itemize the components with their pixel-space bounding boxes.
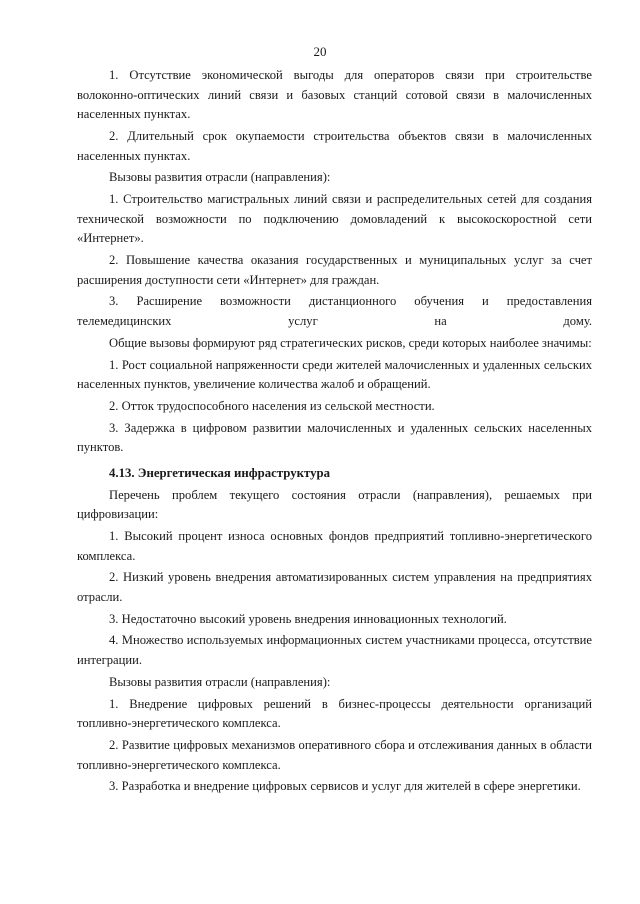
section-heading: 4.13. Энергетическая инфраструктура: [109, 465, 331, 480]
paragraph-long-payback: 2. Длительный срок окупаемости строительства объектов связи в малочисленных населенных пунктах.: [77, 128, 592, 163]
page-number: 20: [313, 44, 327, 59]
paragraph-energy-challenges-intro: Вызовы развития отрасли (направления):: [109, 674, 331, 689]
paragraph-digital-delay: 3. Задержка в цифровом развитии малочисленных и удаленных сельских населенных пунктов.: [77, 420, 592, 455]
paragraph-asset-wear: 1. Высокий процент износа основных фондов предприятий топливно-энергетического комплекса.: [77, 528, 592, 563]
paragraph-strategic-risks-intro: Общие вызовы формируют ряд стратегических рисков, среди которых наиболее значимы:: [109, 335, 592, 350]
paragraph-digital-solutions: 1. Внедрение цифровых решений в бизнес-процессы деятельности организаций топливно-энергетического комплекса.: [77, 696, 592, 731]
paragraph-innovation-level: 3. Недостаточно высокий уровень внедрения инновационных технологий.: [109, 611, 507, 626]
paragraph-challenges-intro: Вызовы развития отрасли (направления):: [109, 170, 331, 185]
paragraph-data-collection: 2. Развитие цифровых механизмов оперативного сбора и отслеживания данных в области топливно-энергетического комплекса.: [77, 738, 592, 772]
paragraph-remote-learning: 3. Расширение возможности дистанционного обучения и предоставления телемедицинских услуг на дому.: [77, 294, 592, 329]
paragraph-problems-intro: Перечень проблем текущего состояния отрасли (направления), решаемых при цифровизации:: [77, 487, 592, 522]
paragraph-automation-level: 2. Низкий уровень внедрения автоматизированных систем управления на предприятиях отрасли.: [77, 570, 592, 604]
paragraph-service-quality: 2. Повышение качества оказания государственных и муниципальных услуг за счет расширения доступности сети «Интернет» для граждан.: [77, 253, 592, 287]
paragraph-no-economic-benefit: 1. Отсутствие экономической выгоды для операторов связи при строительстве волоконно-оптических линий связи и базовых станций сотовой связи в малочисленных населенных пунктах.: [77, 68, 592, 122]
document-body: [77, 66, 592, 799]
paragraph-multiple-systems: 4. Множество используемых информационных систем участниками процесса, отсутствие интеграции.: [77, 633, 592, 668]
paragraph-social-tension: 1. Рост социальной напряженности среди жителей малочисленных и удаленных сельских населенных пунктов, увеличение количества жалоб и обращений.: [77, 357, 592, 392]
paragraph-population-outflow: 2. Отток трудоспособного населения из сельской местности.: [109, 399, 435, 413]
paragraph-digital-services: 3. Разработка и внедрение цифровых сервисов и услуг для жителей в сфере энергетики.: [109, 779, 581, 794]
paragraph-build-lines: 1. Строительство магистральных линий связи и распределительных сетей для создания технической возможности по подключению домовладений к высокоскоростной сети «Интернет».: [77, 192, 592, 246]
